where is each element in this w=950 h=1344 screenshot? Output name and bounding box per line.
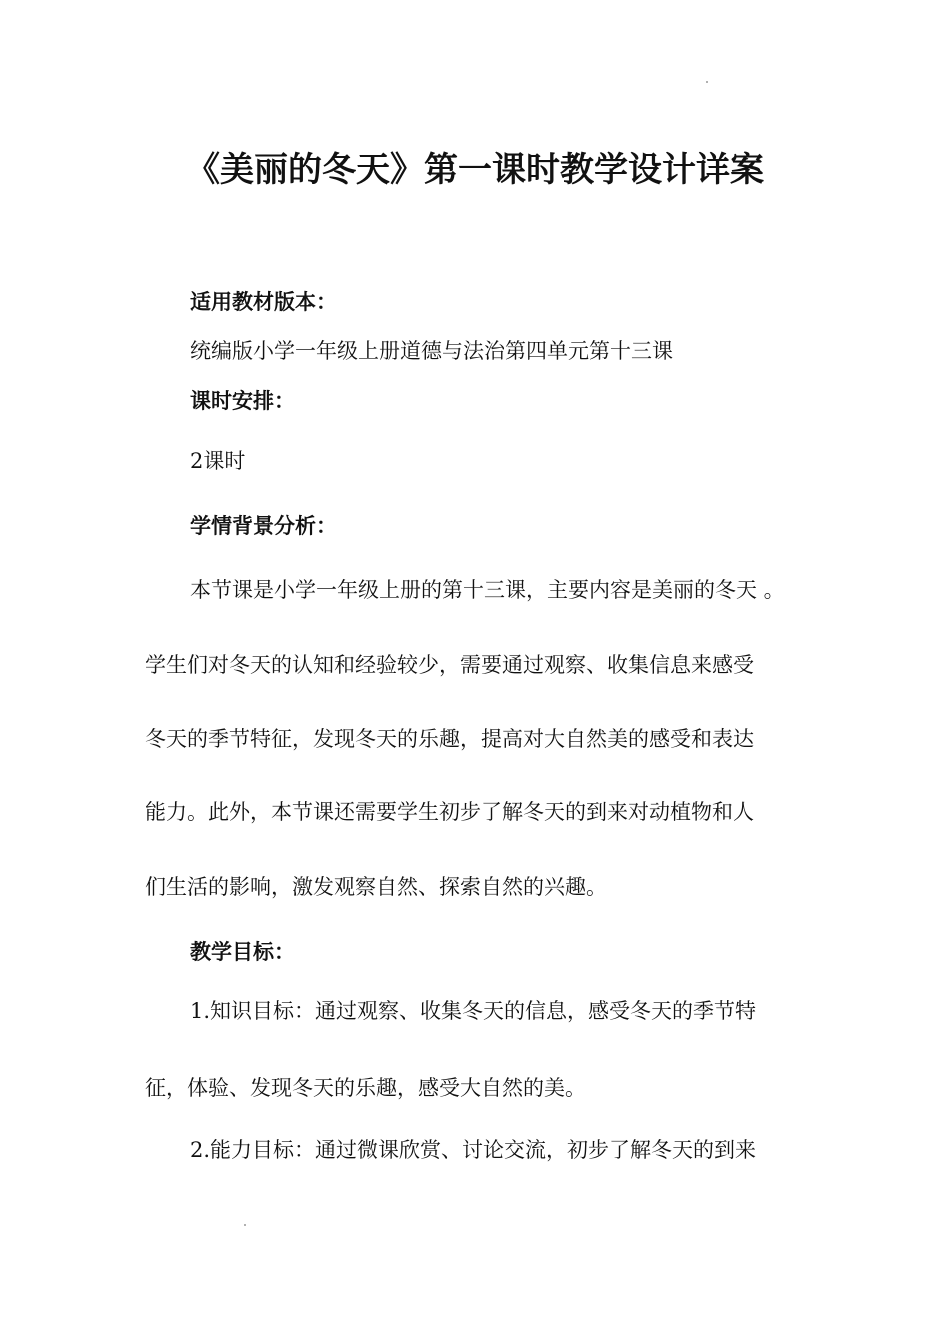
- textbook-version-value: 统编版小学一年级上册道德与法治第四单元第十三课: [190, 339, 673, 363]
- scan-speck-top: [706, 81, 708, 83]
- background-paragraph-line: 学生们对冬天的认知和经验较少，需要通过观察、收集信息来感受: [145, 653, 754, 677]
- schedule-value: 2课时: [190, 449, 246, 473]
- textbook-version-label: 适用教材版本：: [190, 290, 337, 314]
- background-paragraph-line: 能力。此外，本节课还需要学生初步了解冬天的到来对动植物和人: [145, 800, 754, 824]
- document-title: 《美丽的冬天》第一课时教学设计详案: [186, 150, 764, 190]
- background-paragraph-line: 本节课是小学一年级上册的第十三课，主要内容是美丽的冬天 。: [190, 578, 785, 602]
- background-analysis-label: 学情背景分析：: [190, 514, 337, 538]
- background-paragraph-line: 冬天的季节特征，发现冬天的乐趣，提高对大自然美的感受和表达: [145, 727, 754, 751]
- ability-goal-line: 2.能力目标：通过微课欣赏、讨论交流，初步了解冬天的到来: [190, 1138, 757, 1162]
- scan-speck-bottom: [244, 1224, 246, 1226]
- knowledge-goal-line: 征，体验、发现冬天的乐趣，感受大自然的美。: [145, 1076, 586, 1100]
- background-paragraph-line: 们生活的影响，激发观察自然、探索自然的兴趣。: [145, 875, 607, 899]
- teaching-goals-label: 教学目标：: [190, 940, 295, 964]
- knowledge-goal-line: 1.知识目标：通过观察、收集冬天的信息，感受冬天的季节特: [190, 999, 757, 1023]
- schedule-label: 课时安排：: [190, 389, 295, 413]
